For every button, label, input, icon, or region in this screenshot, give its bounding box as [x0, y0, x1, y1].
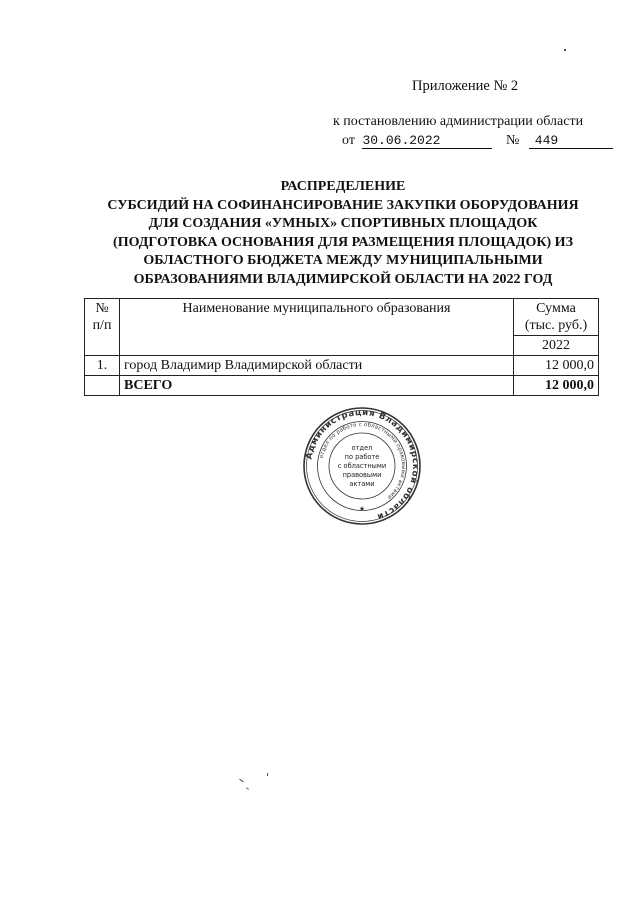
- header-sum: [514, 299, 599, 336]
- title-line: СУБСИДИЙ НА СОФИНАНСИРОВАНИЕ ЗАКУПКИ ОБОРУДОВАНИЯ: [107, 197, 579, 213]
- title-line: ДЛЯ СОЗДАНИЯ «УМНЫХ» СПОРТИВНЫХ ПЛОЩАДОК: [148, 216, 538, 231]
- stamp-center-line: с областными: [337, 462, 387, 470]
- header-num-abbr: п/п: [92, 318, 112, 333]
- header-sum-unit: (тыс. руб.): [524, 318, 588, 333]
- row-name: город Владимир Владимирской области: [120, 356, 514, 376]
- official-stamp: [302, 405, 422, 527]
- title-line: (ПОДГОТОВКА ОСНОВАНИЯ ДЛЯ РАЗМЕЩЕНИЯ ПЛОЩАДОК) ИЗ: [113, 234, 573, 250]
- row-sum: 12 000,0: [514, 356, 599, 376]
- table-header-row: [85, 299, 599, 336]
- table-row: [85, 356, 599, 376]
- header-name: Наименование муниципального образования: [120, 299, 514, 356]
- stamp-outer-text: Администрация Владимирской области: [304, 407, 421, 522]
- scan-speck: [564, 49, 566, 51]
- total-sum: 12 000,0: [514, 376, 599, 396]
- resolution-reference: к постановлению администрации области: [333, 114, 584, 129]
- header-num-symbol: №: [95, 301, 109, 316]
- resolution-date: 30.06.2022: [362, 134, 492, 149]
- row-num: 1.: [85, 356, 120, 376]
- annex-title: Приложение № 2: [412, 78, 519, 94]
- title-line: ОБЛАСТНОГО БЮДЖЕТА МЕЖДУ МУНИЦИПАЛЬНЫМИ: [143, 253, 543, 268]
- header-num: [85, 299, 120, 356]
- scan-speck: [239, 779, 244, 783]
- stamp-center-text: [338, 444, 386, 488]
- title-line: РАСПРЕДЕЛЕНИЕ: [280, 179, 406, 194]
- date-prefix: от: [342, 133, 355, 148]
- stamp-center-line: актами: [349, 480, 375, 488]
- stamp-star-icon: ★: [358, 505, 366, 513]
- total-num: [85, 376, 120, 396]
- total-label: ВСЕГО: [120, 376, 514, 396]
- distribution-table: [84, 298, 599, 396]
- stamp-middle-text: отдел по работе с областными правовыми актами: [318, 421, 407, 501]
- resolution-number: 449: [529, 134, 613, 149]
- title-line: ОБРАЗОВАНИЯМИ ВЛАДИМИРСКОЙ ОБЛАСТИ НА 2022 ГОД: [133, 271, 553, 287]
- number-prefix: №: [505, 133, 520, 148]
- scan-speck: [267, 773, 268, 776]
- header-sum-label: Сумма: [536, 301, 576, 316]
- resolution-date-number: [342, 133, 613, 149]
- document-title: [78, 178, 608, 289]
- stamp-center-line: правовыми: [342, 471, 382, 479]
- table-total-row: [85, 376, 599, 396]
- stamp-center-line: отдел: [351, 444, 373, 452]
- header-year: 2022: [514, 336, 599, 356]
- scan-speck: [246, 787, 249, 790]
- stamp-center-line: по работе: [344, 453, 380, 461]
